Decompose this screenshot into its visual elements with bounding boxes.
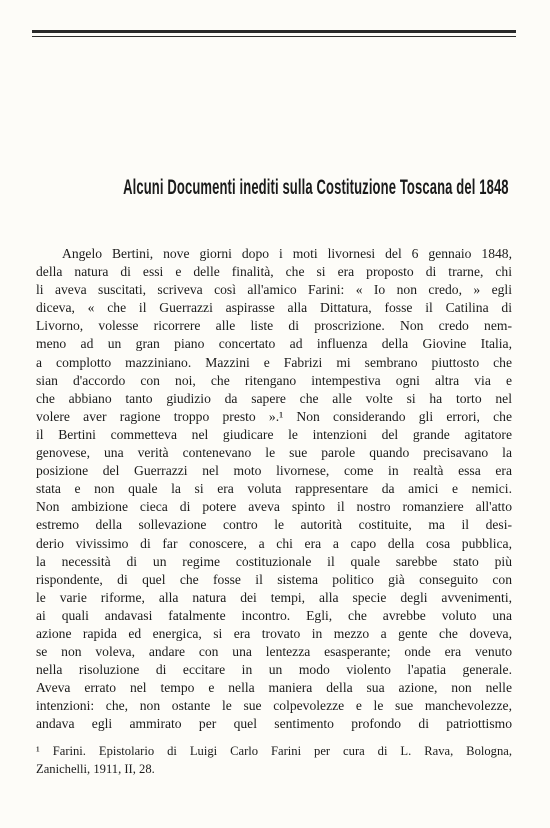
text-line: ai quali andavasi fatalmente incontro. Egli, che avrebbe voluto una xyxy=(36,607,512,623)
text-line: andava egli ammirato per quel sentimento profondo di patriottismo xyxy=(36,716,512,732)
footnote-line: ¹ Farini. Epistolario di Luigi Carlo Farini per cura di L. Rava, Bologna, xyxy=(36,744,512,758)
text-line: volere aver ragione troppo presto ».¹ Non considerando gli errori, che xyxy=(36,408,512,424)
text-line: Angelo Bertini, nove giorni dopo i moti livornesi del 6 gennaio 1848, xyxy=(62,246,512,261)
text-line: sian d'accordo con noi, che ritengano intempestiva ogni altra via e xyxy=(36,372,512,388)
article-title: Alcuni Documenti inediti sulla Costituzione Toscana del 1848 xyxy=(123,176,509,199)
text-line: la necessità di un regime costituzionale il quale sarebbe stato più xyxy=(36,553,512,569)
text-line: se non voleva, andare con una lentezza esasperante; onde era venuto xyxy=(36,644,512,660)
text-line: intenzioni: che, non ostante le sue colpevolezze e le sue manchevolezze, xyxy=(36,698,512,714)
text-line: li aveva suscitati, scriveva così all'amico Farini: « Io non credo, » egli xyxy=(36,282,512,298)
text-line: le varie riforme, alla natura dei tempi, alla specie degli avvenimenti, xyxy=(36,589,512,605)
text-line: derio vivissimo di far conoscere, a chi era a capo della cosa pubblica, xyxy=(36,535,512,551)
text-line: della natura di essi e delle finalità, che si era proposto di trarne, chi xyxy=(36,264,512,280)
text-line: che abbiano tanto giudizio da sapere che alle volte si ha torto nel xyxy=(36,390,512,406)
text-line: rispondente, di quel che fosse il sistema politico già conseguito con xyxy=(36,571,512,587)
text-line: posizione del Guerrazzi nel moto livornese, come in realtà essa era xyxy=(36,463,512,479)
text-line: a complotto mazziniano. Mazzini e Fabrizi mi sembrano piuttosto che xyxy=(36,354,512,370)
text-line: Aveva errato nel tempo e nella maniera della sua azione, non nelle xyxy=(36,680,512,696)
text-line: diceva, « che il Guerrazzi aspirasse alla Dittatura, fosse il Catilina di xyxy=(36,300,512,316)
text-line: il Bertini commetteva nel giudicare le intenzioni del grande agitatore xyxy=(36,426,512,442)
top-rule-thick xyxy=(32,30,516,33)
text-line: azione rapida ed energica, si era trovato in mezzo a gente che doveva, xyxy=(36,625,512,641)
text-line: Non ambizione cieca di potere aveva spinto il nostro romanziere all'atto xyxy=(36,499,512,515)
text-line: meno ad un gran piano concertato ad influenza della Giovine Italia, xyxy=(36,336,512,352)
text-line: Livorno, volesse ricorrere alle liste di proscrizione. Non credo nem- xyxy=(36,318,512,334)
footnote-line: Zanichelli, 1911, II, 28. xyxy=(36,762,155,776)
text-line: genovese, una verità contenevano le sue parole quando precisavano la xyxy=(36,445,512,461)
text-line: stata e non quale la si era voluta rappresentare da amici e nemici. xyxy=(36,481,512,497)
footnote xyxy=(36,742,512,778)
text-line: nella risoluzione di eccitare in un modo violento l'apatia generale. xyxy=(36,662,512,678)
top-rule-thin xyxy=(32,36,516,37)
body-paragraph xyxy=(36,245,512,734)
text-line: estremo della sollevazione contro le autorità costituite, ma il desi- xyxy=(36,517,512,533)
